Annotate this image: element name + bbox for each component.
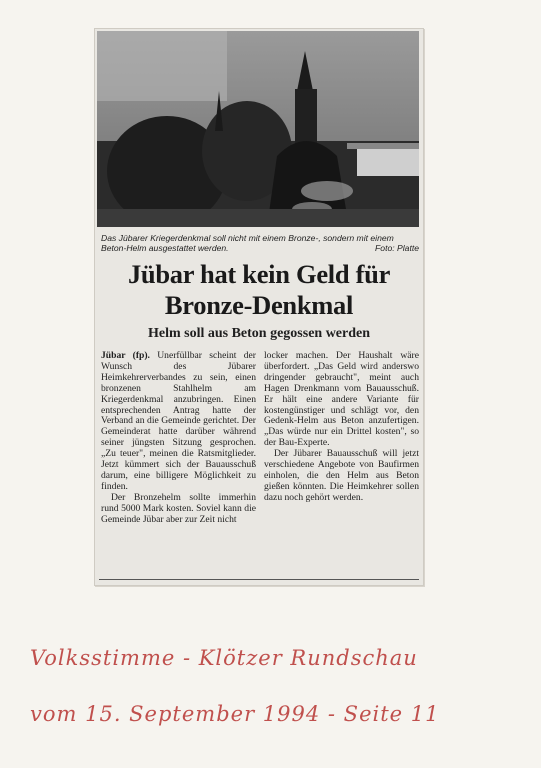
photo-credit: Foto: Platte	[375, 243, 419, 253]
paragraph-text: locker machen. Der Haushalt wäre überfordert. „Das Geld wird anderswo dringender gebraucht", meint auch Hagen Drenkmann vom Bauausschuß. Er hält eine andere Variante für kostengünstiger und schlägt vor, den Gedenk-Helm aus Beton anzufertigen. „Das würde nur ein Drittel kosten", so der Bau-Experte.	[264, 351, 419, 449]
article-column-1	[101, 351, 256, 581]
paragraph	[101, 493, 256, 526]
article-column-2	[264, 351, 419, 581]
paragraph	[264, 351, 419, 449]
paragraph	[264, 449, 419, 504]
memorial-photo	[97, 31, 419, 227]
caption-text: Das Jübarer Kriegerdenkmal soll nicht mit einem Bronze-, sondern mit einem Beton-Helm ausgestattet werden.	[101, 233, 394, 253]
article-subheadline: Helm soll aus Beton gegossen werden	[147, 326, 371, 341]
article-headline: Jübar hat kein Geld für Bronze-Denkmal	[127, 259, 391, 320]
article-body	[101, 351, 419, 581]
photo-caption	[101, 233, 419, 253]
paragraph-text: Unerfüllbar scheint der Wunsch des Jübarer Heimkehrerverbandes zu sein, einen bronzenen Stahlhelm am Kriegerdenkmal anzubringen. Einen entsprechenden Antrag hatte der Verband an die Gemeinde gerichtet. Der Gemeinderat hatte darüber während seiner jüngsten Sitzung gesprochen. „Zu teuer", meinen die Ratsmitglieder. Jetzt kümmert sich der Bauausschuß darum, eine billigere Möglichkeit zu finden.	[101, 351, 256, 492]
bottom-rule	[99, 579, 419, 580]
paragraph-text: Der Bronzehelm sollte immerhin rund 5000 Mark kosten. Soviel kann die Gemeinde Jübar aber zur Zeit nicht	[101, 491, 256, 525]
dateline: Jübar (fp).	[101, 351, 150, 361]
paragraph	[101, 351, 256, 493]
newspaper-clipping	[94, 28, 424, 586]
handwritten-source-note: Volksstimme - Klötzer Rundschau	[30, 646, 418, 670]
memorial-photo-image	[97, 31, 419, 227]
handwritten-date-note: vom 15. September 1994 - Seite 11	[30, 702, 440, 726]
paragraph-text: Der Jübarer Bauausschuß will jetzt verschiedene Angebote von Baufirmen einholen, die den Helm aus Beton gießen könnten. Die Heimkehrer sollen dazu noch gehört werden.	[264, 448, 419, 503]
